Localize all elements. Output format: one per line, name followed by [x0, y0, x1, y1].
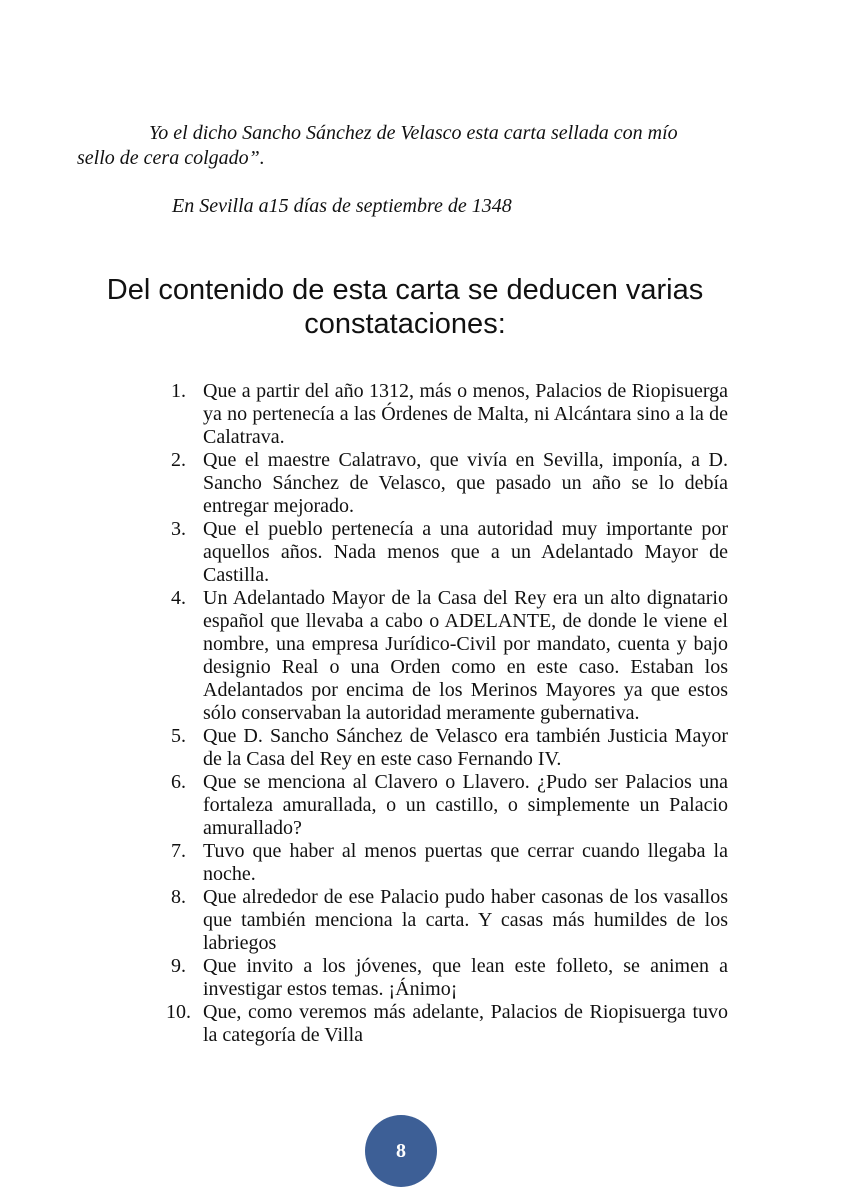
- item-number: 1.: [171, 380, 186, 402]
- item-number: 5.: [171, 725, 186, 747]
- list-item: [166, 1001, 728, 1047]
- item-text: Que el maestre Calatravo, que vivía en Sevilla, imponía, a D. Sancho Sánchez de Velasco, que pasado un año se lo debía entregar mejorado.: [203, 449, 728, 517]
- list-item: [166, 518, 728, 587]
- item-text: Que D. Sancho Sánchez de Velasco era también Justicia Mayor de la Casa del Rey en este caso Fernando IV.: [203, 725, 728, 770]
- item-number: 4.: [171, 587, 186, 609]
- item-text: Que invito a los jóvenes, que lean este folleto, se animen a investigar estos temas. ¡Ánimo¡: [203, 955, 728, 1000]
- item-number: 8.: [171, 886, 186, 908]
- list-item: [166, 771, 728, 840]
- item-number: 3.: [171, 518, 186, 540]
- list-item: [166, 725, 728, 771]
- item-number: 10.: [166, 1001, 191, 1023]
- date-line: En Sevilla a15 días de septiembre de 1348: [172, 195, 512, 217]
- item-number: 2.: [171, 449, 186, 471]
- quote-line-1: Yo el dicho Sancho Sánchez de Velasco esta carta sellada con mío: [149, 122, 678, 144]
- page-number: 8: [396, 1139, 406, 1162]
- heading-line-1: Del contenido de esta carta se deducen varias: [106, 274, 704, 306]
- list-item: [166, 840, 728, 886]
- item-text: Que se menciona al Clavero o Llavero. ¿Pudo ser Palacios una fortaleza amurallada, o un castillo, o simplemente un Palacio amurallado?: [203, 771, 728, 839]
- list-item: [166, 380, 728, 449]
- heading-line-2: constataciones:: [304, 308, 506, 340]
- findings-list: [166, 380, 728, 1047]
- item-text: Tuvo que haber al menos puertas que cerrar cuando llegaba la noche.: [203, 840, 728, 885]
- item-number: 6.: [171, 771, 186, 793]
- item-text: Que, como veremos más adelante, Palacios de Riopisuerga tuvo la categoría de Villa: [203, 1001, 728, 1046]
- list-item: [166, 587, 728, 725]
- quote-line-2: sello de cera colgado”.: [77, 147, 265, 169]
- list-item: [166, 955, 728, 1001]
- item-number: 7.: [171, 840, 186, 862]
- item-text: Que alrededor de ese Palacio pudo haber casonas de los vasallos que también menciona la carta. Y casas más humildes de los labriegos: [203, 886, 728, 954]
- list-item: [166, 886, 728, 955]
- section-heading: [100, 273, 710, 341]
- item-text: Un Adelantado Mayor de la Casa del Rey era un alto dignatario español que llevaba a cabo o ADELANTE, de donde le viene el nombre, una empresa Jurídico-Civil por mandato, cuenta y bajo designio Real o una Orden como en este caso. Estaban los Adelantados por encima de los Merinos Mayores ya que estos sólo conservaban la autoridad meramente gubernativa.: [203, 587, 728, 724]
- item-text: Que a partir del año 1312, más o menos, Palacios de Riopisuerga ya no pertenecía a las Órdenes de Malta, ni Alcántara sino a la de Calatrava.: [203, 380, 728, 448]
- list-item: [166, 449, 728, 518]
- item-number: 9.: [171, 955, 186, 977]
- closing-quote: [77, 121, 717, 171]
- page-number-badge: [365, 1115, 437, 1187]
- item-text: Que el pueblo pertenecía a una autoridad muy importante por aquellos años. Nada menos que a un Adelantado Mayor de Castilla.: [203, 518, 728, 586]
